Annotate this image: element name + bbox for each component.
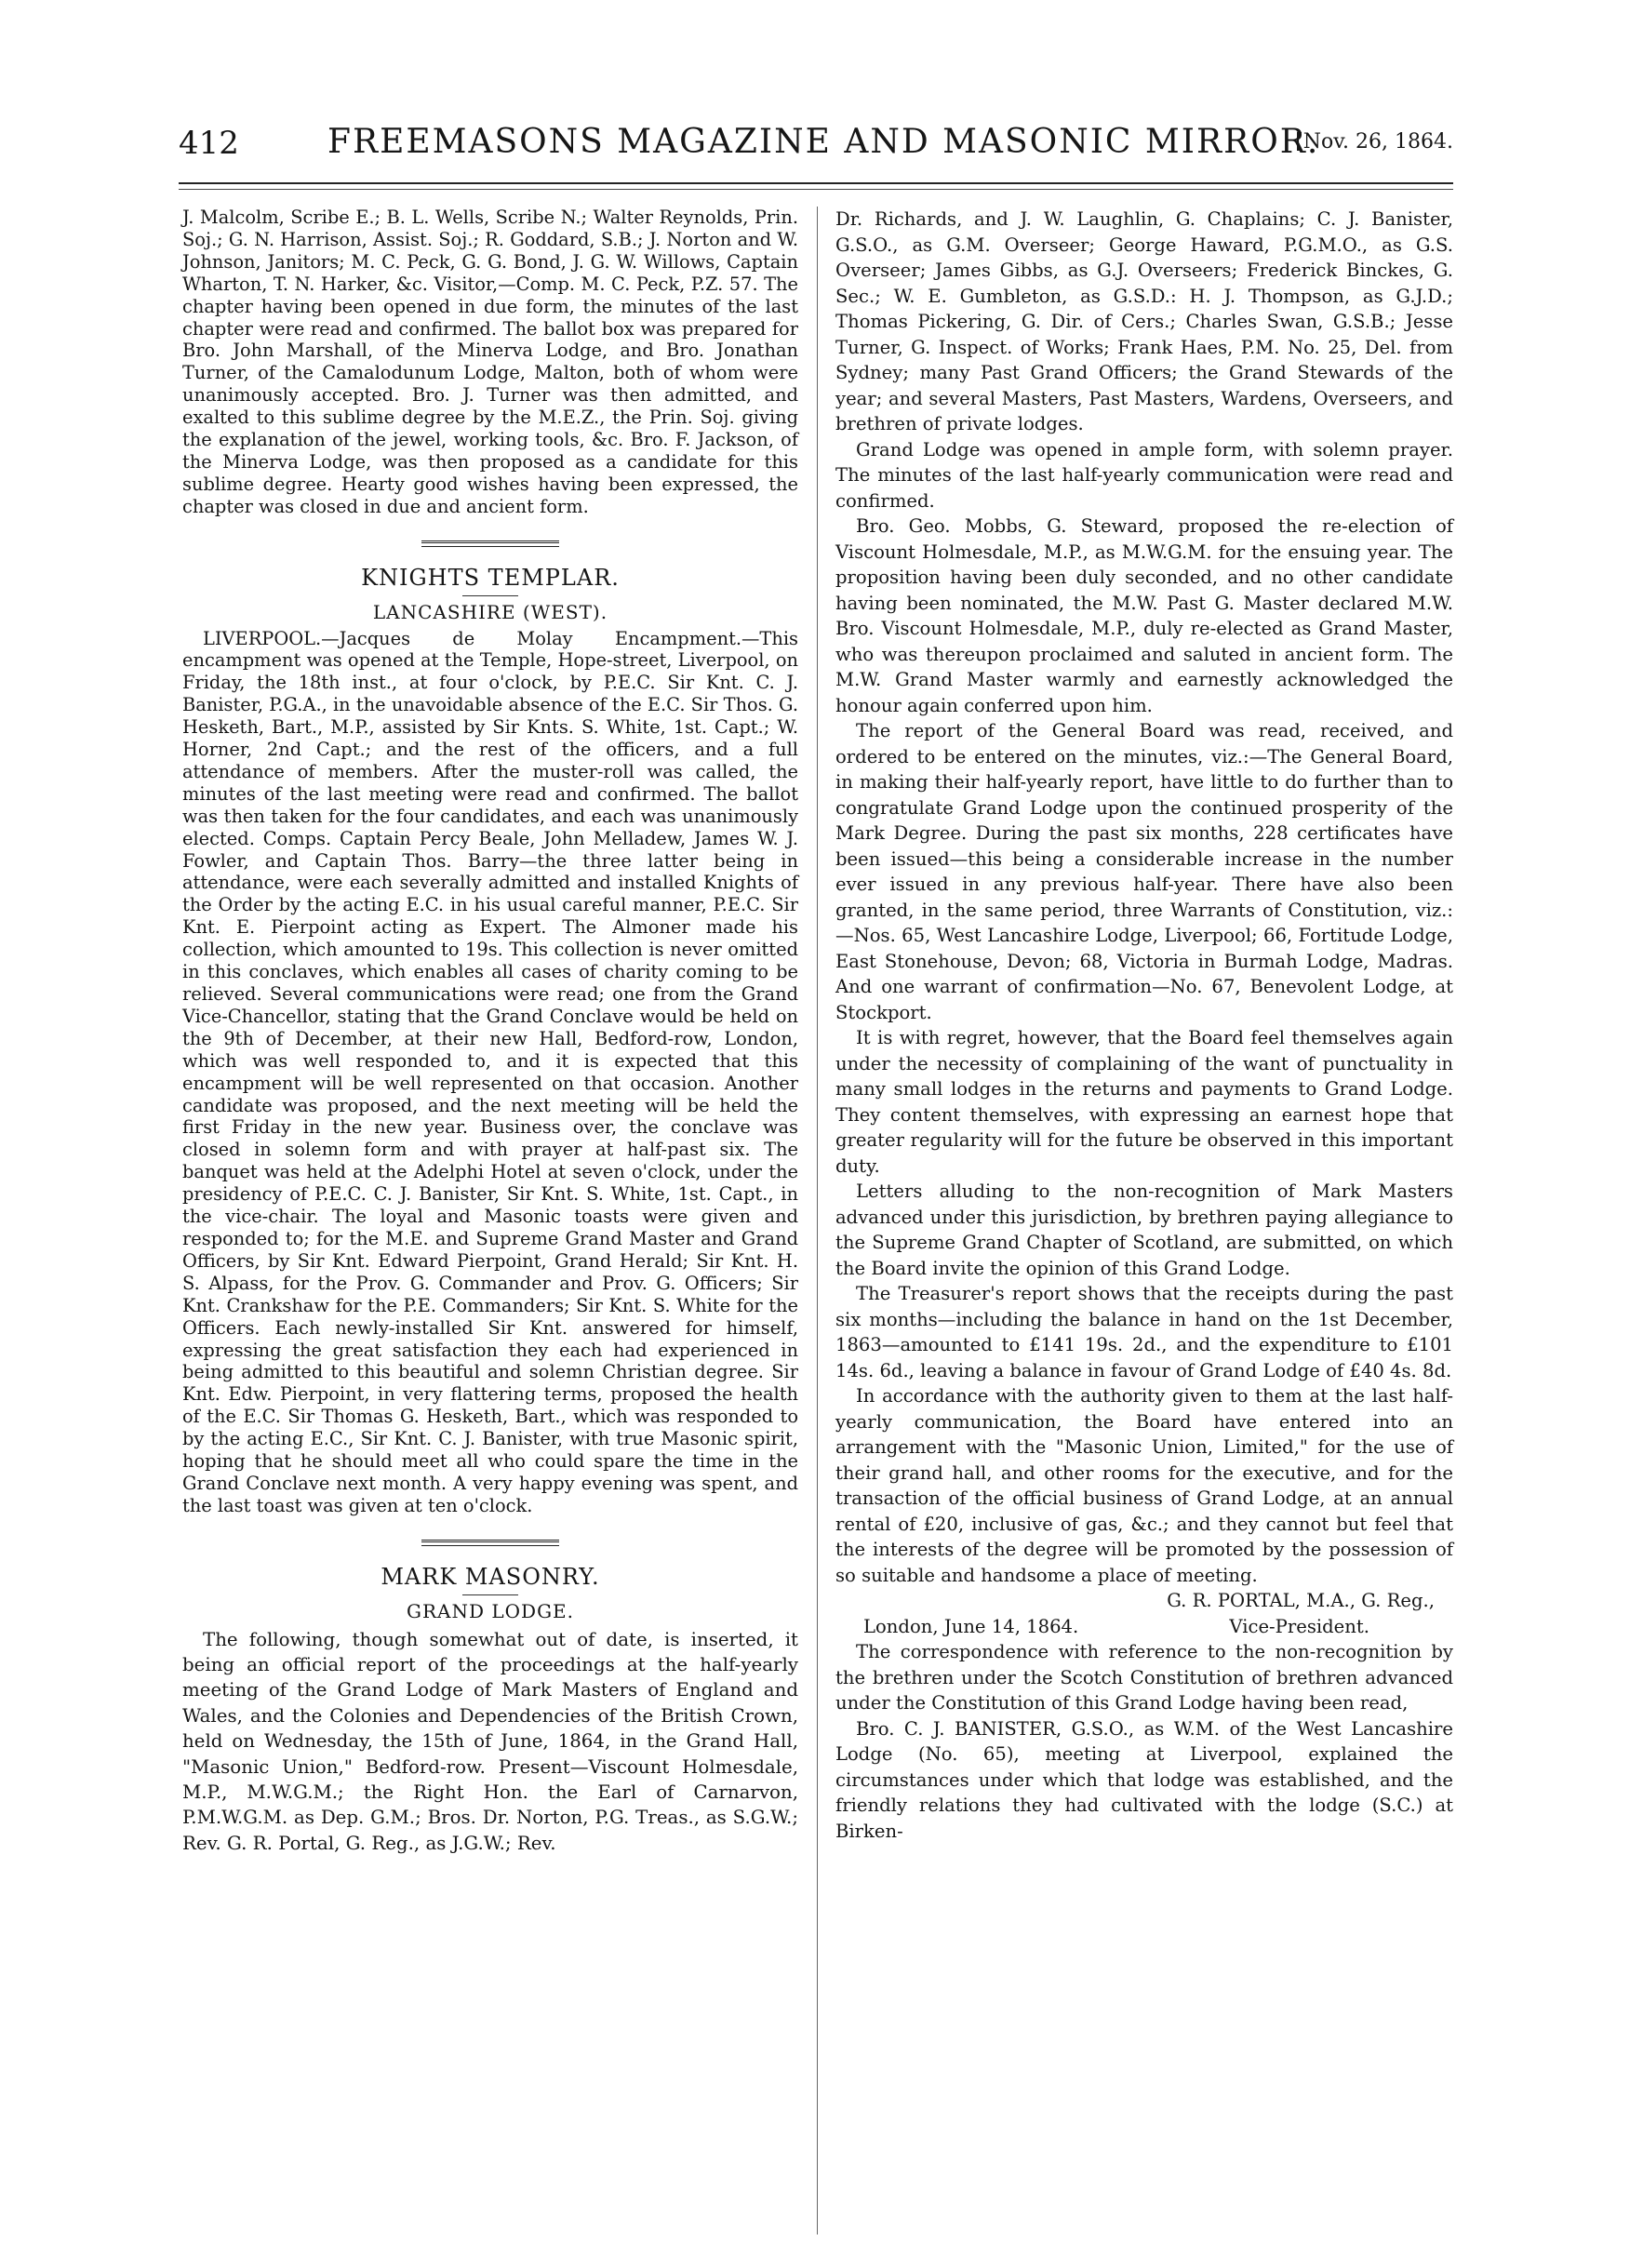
page-header <box>179 119 1453 175</box>
masonic-union-paragraph: In accordance with the authority given to them at the last half-yearly communication, the Board have entered into an arrangement with the "Masonic Union, Limited," for the use of their grand hall, and other rooms for the executive, and for the transaction of the official business of Grand Lodge, at an annual rental of £20, inclusive of gas, &c.; and they cannot but feel that the interests of the degree will be promoted by the possession of so suitable and handsome a place of meeting. <box>835 1385 1453 1586</box>
short-rule <box>462 595 518 596</box>
signature-title: Vice-President. <box>1229 1615 1369 1637</box>
knights-templar-heading: KNIGHTS TEMPLAR. <box>361 564 620 591</box>
section-divider <box>421 540 559 547</box>
right-column <box>835 207 1453 1844</box>
short-rule <box>462 1594 518 1595</box>
column-divider <box>817 207 818 2235</box>
header-rule-thin <box>179 189 1453 190</box>
punctuality-paragraph: It is with regret, however, that the Board feel themselves again under the necessity of complaining of the want of punctuality in many small lodges in the returns and payments to Grand Lodge. They content themselves, with expressing an earnest hope that greater regularity will for the future be observed in this important duty. <box>835 1027 1453 1177</box>
grand-lodge-intro-paragraph: The following, though somewhat out of date, is inserted, it being an official report of the proceedings at the half-yearly meeting of the Grand Lodge of Mark Masters of England and Wales, and the Colonies and Dependencies of the British Crown, held on Wednesday, the 15th of June, 1864, in the Grand Hall, "Masonic Union," Bedford-row. Present—Viscount Holmesdale, M.P., M.W.G.M.; the Right Hon. the Earl of Carnarvon, P.M.W.G.M. as Dep. G.M.; Bros. Dr. Norton, P.G. Treas., as S.G.W.; Rev. G. R. Portal, G. Reg., as J.G.W.; Rev. <box>182 1628 798 1854</box>
mark-masonry-heading: MARK MASONRY. <box>381 1563 600 1590</box>
left-column <box>182 207 798 1856</box>
liverpool-encampment-paragraph: LIVERPOOL.—Jacques de Molay Encampment.—This encampment was opened at the Temple, Hope-street, Liverpool, on Friday, the 18th inst., at four o'clock, by P.E.C. Sir Knt. C. J. Banister, P.G.A., in the unavoidable absence of the E.C. Sir Thos. G. Hesketh, Bart., M.P., assisted by Sir Knts. S. White, 1st. Capt.; W. Horner, 2nd Capt.; and the rest of the officers, and a full attendance of members. After the muster-roll was called, the minutes of the last meeting were read and confirmed. The ballot was then taken for the four candidates, and each was unanimously elected. Comps. Captain Percy Beale, John Melladew, James W. J. Fowler, and Captain Thos. Barry—the three latter being in attendance, were each severally admitted and installed Knights of the Order by the acting E.C. in his usual careful manner, P.E.C. Sir Knt. E. Pierpoint acting as Expert. The Almoner made his collection, which amounted to 19s. This collection is never omitted in this conclaves, which enables all cases of charity coming to be relieved. Several communications were read; one from the Grand Vice-Chancellor, stating that the Grand Conclave would be held on the 9th of December, at their new Hall, Bedford-row, London, which was well responded to, and it is expected that this encampment will be well represented on that occasion. Another candidate was proposed, and the next meeting will be held the first Friday in the new year. Business over, the conclave was closed in solemn form and with prayer at half-past six. The banquet was held at the Adelphi Hotel at seven o'clock, under the presidency of P.E.C. C. J. Banister, Sir Knt. S. White, 1st. Capt., in the vice-chair. The loyal and Masonic toasts were given and responded to; for the M.E. and Supreme Grand Master and Grand Officers, by Sir Knt. Edward Pierpoint, Grand Herald; Sir Knt. H. S. Alpass, for the Prov. G. Commander and Prov. G. Officers; Sir Knt. Crankshaw for the P.E. Commanders; Sir Knt. S. White for the Officers. Each newly-installed Sir Knt. answered for himself, expressing the great satisfaction they each had experienced in being admitted to this beautiful and solemn Christian degree. Sir Knt. Edw. Pierpoint, in very flattering terms, proposed the health of the E.C. Sir Thomas G. Hesketh, Bart., which was responded to by the acting E.C., Sir Knt. C. J. Banister, with true Masonic spirit, hoping that he should meet all who could spare the time in the Grand Conclave next month. A very happy evening was spent, and the last toast was given at ten o'clock. <box>182 627 798 1516</box>
signature-name: G. R. PORTAL, M.A., G. Reg., <box>1167 1590 1435 1611</box>
chapter-report-paragraph: J. Malcolm, Scribe E.; B. L. Wells, Scribe N.; Walter Reynolds, Prin. Soj.; G. N. Harrison, Assist. Soj.; R. Goddard, S.B.; J. Norton and W. Johnson, Janitors; M. C. Peck, G. G. Bond, J. G. W. Willows, Captain Wharton, T. N. Harker, &c. Visitor,—Comp. M. C. Peck, P.Z. 57. The chapter having been opened in due form, the minutes of the last chapter were read and confirmed. The ballot box was prepared for Bro. John Marshall, of the Minerva Lodge, and Bro. Jonathan Turner, of the Camalodunum Lodge, Malton, both of whom were unanimously accepted. Bro. J. Turner was then admitted, and exalted to this sublime degree by the M.E.Z., the Prin. Soj. giving the explanation of the jewel, working tools, &c. Bro. F. Jackson, of the Minerva Lodge, was then proposed as a candidate for this sublime degree. Hearty good wishes having been expressed, the chapter was closed in due and ancient form. <box>182 207 798 517</box>
page-number: 412 <box>179 125 239 162</box>
banister-paragraph: Bro. C. J. BANISTER, G.S.O., as W.M. of the West Lancashire Lodge (No. 65), meeting at Liverpool, explained the circumstances under which that lodge was established, and the friendly relations they had cultivated with the lodge (S.C.) at Birken- <box>835 1717 1453 1842</box>
lancashire-subheading: LANCASHIRE (WEST). <box>372 600 608 623</box>
signature-line <box>835 1614 1453 1640</box>
signature-place-date: London, June 14, 1864. <box>863 1615 1079 1637</box>
issue-date: [Nov. 26, 1864. <box>1295 130 1453 153</box>
attendees-paragraph: Dr. Richards, and J. W. Laughlin, G. Chaplains; C. J. Banister, G.S.O., as G.M. Overseer; George Haward, P.G.M.O., as G.S. Overseer; James Gibbs, as G.J. Overseers; Frederick Binckes, G. Sec.; W. E. Gumbleton, as G.S.D.: H. J. Thompson, as G.J.D.; Thomas Pickering, G. Dir. of Cers.; Charles Swan, G.S.B.; Jesse Turner, G. Inspect. of Works; Frank Haes, P.M. No. 25, Del. from Sydney; many Past Grand Officers; the Grand Stewards of the year; and several Masters, Past Masters, Wardens, Overseers, and brethren of private lodges. <box>835 208 1453 434</box>
header-rule <box>179 182 1453 184</box>
correspondence-paragraph: The correspondence with reference to the non-recognition by the brethren under the Scotch Constitution of brethren advanced under the Constitution of this Grand Lodge having been read, <box>835 1641 1453 1714</box>
treasurer-report-paragraph: The Treasurer's report shows that the receipts during the past six months—including the balance in hand on the 1st December, 1863—amounted to £141 19s. 2d., and the expenditure to £101 14s. 6d., leaving a balance in favour of Grand Lodge of £40 4s. 8d. <box>835 1283 1453 1381</box>
recognition-letters-paragraph: Letters alluding to the non-recognition of Mark Masters advanced under this jurisdiction, by brethren paying allegiance to the Supreme Grand Chapter of Scotland, are submitted, on which the Board invite the opinion of this Grand Lodge. <box>835 1181 1453 1279</box>
general-board-report-paragraph: The report of the General Board was read, received, and ordered to be entered on the minutes, viz.:—The General Board, in making their half-yearly report, have little to do further than to congratulate Grand Lodge upon the continued prosperity of the Mark Degree. During the past six months, 228 certificates have been issued—this being a considerable increase in the number ever issued in any previous half-year. There have also been granted, in the same period, three Warrants of Constitution, viz.:—Nos. 65, West Lancashire Lodge, Liverpool; 66, Fortitude Lodge, East Stonehouse, Devon; 68, Victoria in Burmah Lodge, Madras. And one warrant of confirmation—No. 67, Benevolent Lodge, at Stockport. <box>835 720 1453 1023</box>
re-election-paragraph: Bro. Geo. Mobbs, G. Steward, proposed the re-election of Viscount Holmesdale, M.P., as M.W.G.M. for the ensuing year. The proposition having been duly seconded, and no other candidate having been nominated, the M.W. Past G. Master declared M.W. Bro. Viscount Holmesdale, M.P., duly re-elected as Grand Master, who was thereupon proclaimed and saluted in ancient form. The M.W. Grand Master warmly and earnestly acknowledged the honour again conferred upon him. <box>835 515 1453 716</box>
section-divider <box>421 1540 559 1546</box>
magazine-title: FREEMASONS MAGAZINE AND MASONIC MIRROR. <box>327 123 1320 161</box>
grand-lodge-subheading: GRAND LODGE. <box>406 1599 575 1622</box>
opening-paragraph: Grand Lodge was opened in ample form, with solemn prayer. The minutes of the last half-yearly communication were read and confirmed. <box>835 438 1453 512</box>
